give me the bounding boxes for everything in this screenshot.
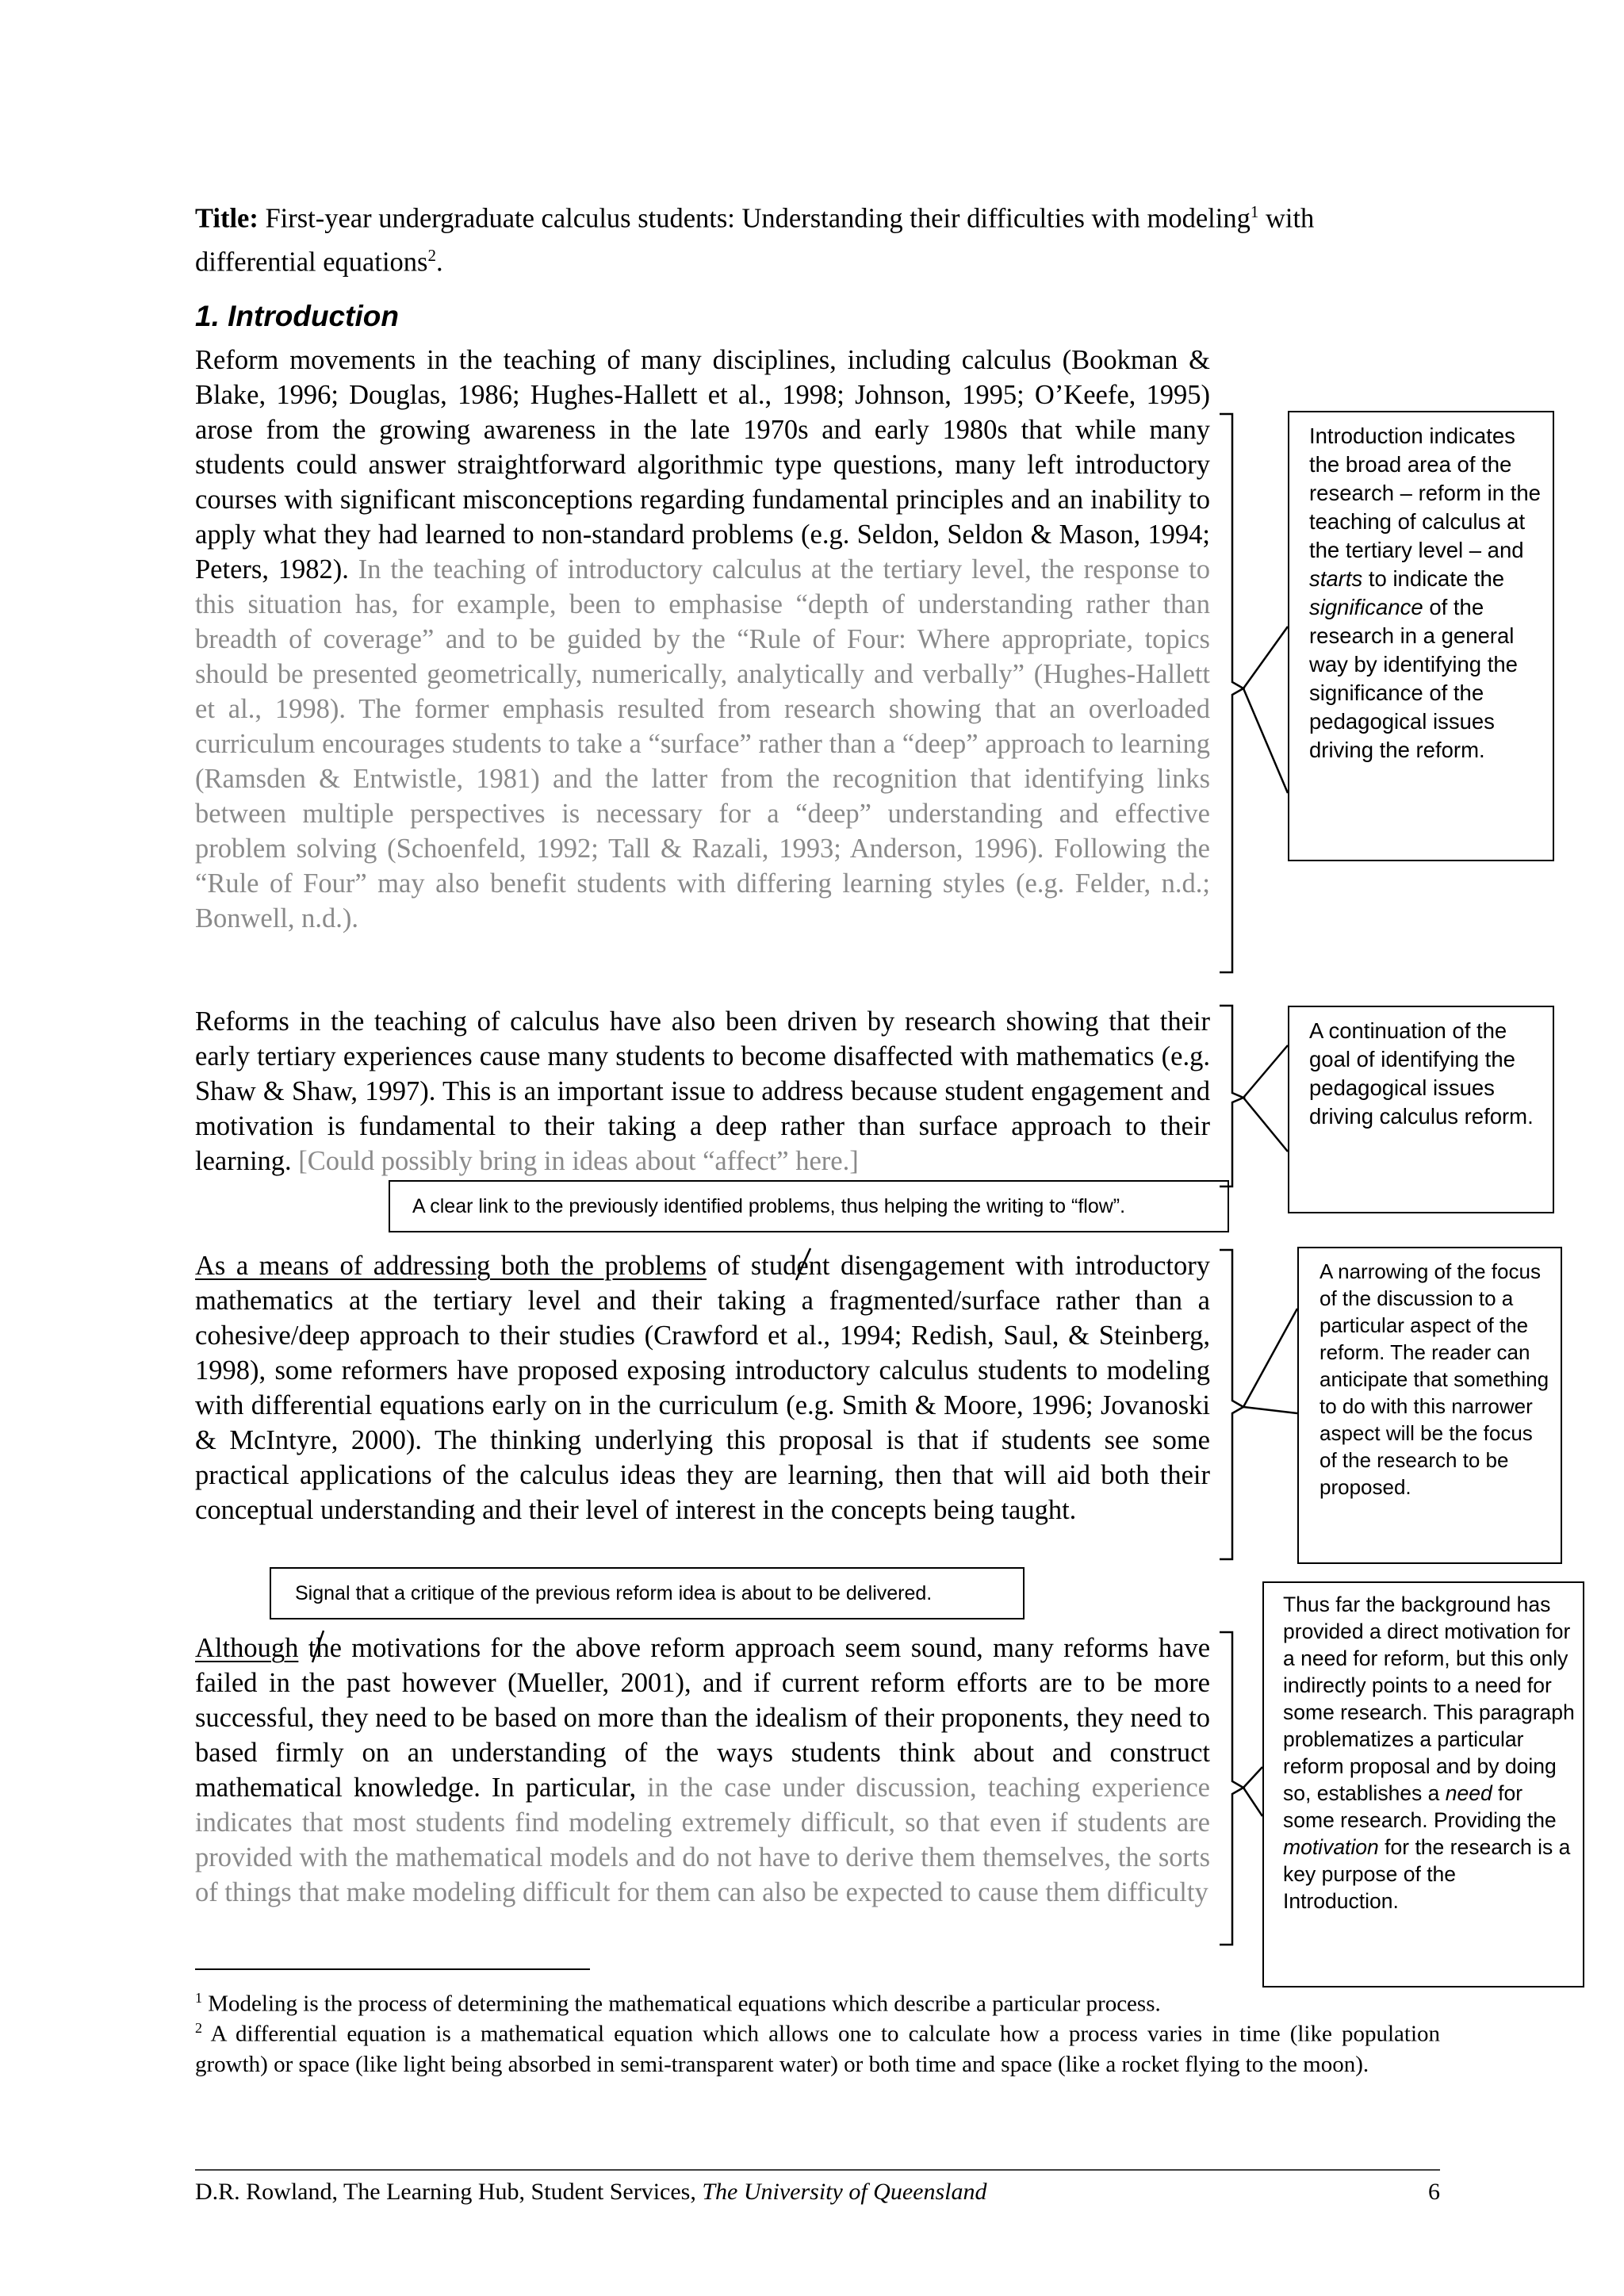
- annotation-motivation-text-1: Thus far the background has provided a direct motivation for a need for reform, but this only indirectly points to a need for some research. This paragraph problematizes a particular reform proposal and by doing so, establishes a: [1283, 1593, 1575, 1805]
- annotation-flow-link: A clear link to the previously identified problems, thus helping the writing to “flow”.: [389, 1180, 1229, 1232]
- annotation-narrowing: [1297, 1247, 1562, 1564]
- footer-author-text: D.R. Rowland, The Learning Hub, Student Services,: [195, 2179, 696, 2205]
- annotation-narrowing-text: A narrowing of the focus of the discussion to a particular aspect of the reform. The reader can anticipate that something to do with this narrower aspect will be the focus of the research to be proposed.: [1320, 1259, 1549, 1499]
- paragraph-1-text: Reform movements in the teaching of many disciplines, including calculus (Bookman & Blake, 1996; Douglas, 1986; Hughes-Hallett et al., 1998; Johnson, 1995; O’Keefe, 1995) arose from the growing awareness in the late 1970s and early 1980s that while many students could answer straightforward algorithmic type questions, many left introductory courses with significant misconceptions regarding fundamental principles and an inability to apply what they had learned to non-standard problems (e.g. Seldon, Seldon & Mason, 1994; Peters, 1982).: [195, 345, 1210, 585]
- bracket-paragraph-1: [1220, 414, 1243, 972]
- annotation-introduction-italic-1: starts: [1309, 566, 1363, 591]
- title-text-part2: with differential equations: [195, 203, 1315, 277]
- connector-annotation-continuation: [1243, 1045, 1288, 1152]
- footnote-1-text: Modeling is the process of determining the mathematical equations which describe a particular process.: [208, 1991, 1161, 2017]
- annotation-introduction-text-1: Introduction indicates the broad area of the research – reform in the teaching of calculus at the tertiary level – and: [1309, 424, 1541, 562]
- annotation-introduction-text-2: to indicate the: [1368, 566, 1505, 591]
- connector-annotation-motivation: [1243, 1767, 1262, 1816]
- paragraph-4-faded-text: in the case under discussion, teaching experience indicates that most students find modeling extremely difficult, so that even if students are provided with the mathematical models and do not have to derive them themselves, the sorts of things that make modeling difficult for them can also be expected to cause them difficulty: [195, 1773, 1210, 1907]
- page-footer: [195, 2176, 1440, 2208]
- annotation-motivation-italic-1: need: [1445, 1781, 1492, 1805]
- title-end: .: [435, 247, 443, 277]
- paragraph-3: [195, 1248, 1210, 1527]
- title-label: Title:: [195, 203, 259, 234]
- footer-university: The University of Queensland: [702, 2179, 987, 2205]
- bracket-paragraph-2: [1220, 1006, 1243, 1186]
- annotation-motivation-text-3: for the research is a key purpose of the Introduction.: [1283, 1835, 1571, 1913]
- footnote-ref-2: 2: [427, 245, 436, 265]
- document-title: [195, 194, 1440, 280]
- annotation-introduction-italic-2: significance: [1309, 595, 1423, 619]
- paragraph-2-faded-text: [Could possibly bring in ideas about “affect” here.]: [298, 1146, 859, 1176]
- footnote-ref-1: 1: [1250, 202, 1259, 221]
- annotation-motivation-text-2: for some research. Providing the: [1283, 1781, 1557, 1832]
- bracket-paragraph-3: [1220, 1250, 1243, 1559]
- paragraph-4-underlined-word: Although: [195, 1633, 299, 1663]
- page-number: 6: [1428, 2179, 1440, 2205]
- paragraph-3-text: of student disengagement with introductory mathematics at the tertiary level and their taking a fragmented/surface rather than a cohesive/deep approach to their studies (Crawford et al., 1994; Redish, Saul, & Steinberg, 1998), some reformers have proposed exposing introductory calculus students to modeling with differential equations early on in the curriculum (e.g. Smith & Moore, 1996; Jovanoski & McIntyre, 2000). The thinking underlying this proposal is that if students see some practical applications of the calculus ideas they are learning, then that will aid both their conceptual understanding and their level of interest in the concepts being taught.: [195, 1251, 1210, 1525]
- connector-annotation-introduction: [1243, 627, 1288, 793]
- section-heading: 1. Introduction: [195, 300, 399, 332]
- paragraph-1: [195, 343, 1210, 936]
- annotation-introduction: [1288, 411, 1554, 861]
- footnote-2: [195, 2013, 1440, 2079]
- footnote-1-number: 1: [195, 1990, 202, 2006]
- annotation-motivation-italic-2: motivation: [1283, 1835, 1379, 1859]
- paragraph-2-text: Reforms in the teaching of calculus have also been driven by research showing that their early tertiary experiences cause many students to become disaffected with mathematics (e.g. Shaw & Shaw, 1997). This is an important issue to address because student engagement and motivation is fundamental to their taking a deep rather than surface approach to their learning.: [195, 1006, 1210, 1176]
- paragraph-3-underlined-phrase: As a means of addressing both the problems: [195, 1251, 707, 1281]
- annotation-continuation: A continuation of the goal of identifying the pedagogical issues driving calculus reform.: [1288, 1006, 1554, 1213]
- paragraph-4-text: the motivations for the above reform approach seem sound, many reforms have failed in the past however (Mueller, 2001), and if current reform efforts are to be more successful, they need to be based on more than the idealism of their proponents, they need to based firmly on an understanding of the ways students think about and construct mathematical knowledge. In particular,: [195, 1633, 1211, 1803]
- footnote-2-text: A differential equation is a mathematical equation which allows one to calculate how a process varies in time (like population growth) or space (like light being absorbed in semi-transparent water) or both time and space (like a rocket flying to the moon).: [195, 2021, 1440, 2077]
- paragraph-1-faded-text: In the teaching of introductory calculus at the tertiary level, the response to this situation has, for example, been to emphasise “depth of understanding rather than breadth of coverage” and to be guided by the “Rule of Four: Where appropriate, topics should be presented geometrically, numerically, analytically and verbally” (Hughes-Hallett et al., 1998). The former emphasis resulted from research showing that an overloaded curriculum encourages students to take a “surface” rather than a “deep” approach to learning (Ramsden & Entwistle, 1981) and the latter from the recognition that identifying links between multiple perspectives is necessary for a “deep” understanding and effective problem solving (Schoenfeld, 1992; Tall & Razali, 1993; Anderson, 1996). Following the “Rule of Four” may also benefit students with differing learning styles (e.g. Felder, n.d.; Bonwell, n.d.).: [195, 554, 1211, 933]
- paragraph-4: [195, 1631, 1210, 1910]
- bracket-paragraph-4: [1220, 1632, 1243, 1945]
- paragraph-2: [195, 1004, 1210, 1179]
- footnote-2-number: 2: [195, 2020, 202, 2036]
- title-text-part1: First-year undergraduate calculus students: Understanding their difficulties with modeling: [265, 203, 1251, 234]
- annotation-introduction-text-3: of the research in a general way by identifying the significance of the pedagogical issues driving the reform.: [1309, 595, 1518, 762]
- annotation-motivation: [1262, 1581, 1584, 1987]
- annotation-critique-signal: Signal that a critique of the previous reform idea is about to be delivered.: [270, 1567, 1025, 1619]
- connector-annotation-narrowing: [1243, 1309, 1297, 1413]
